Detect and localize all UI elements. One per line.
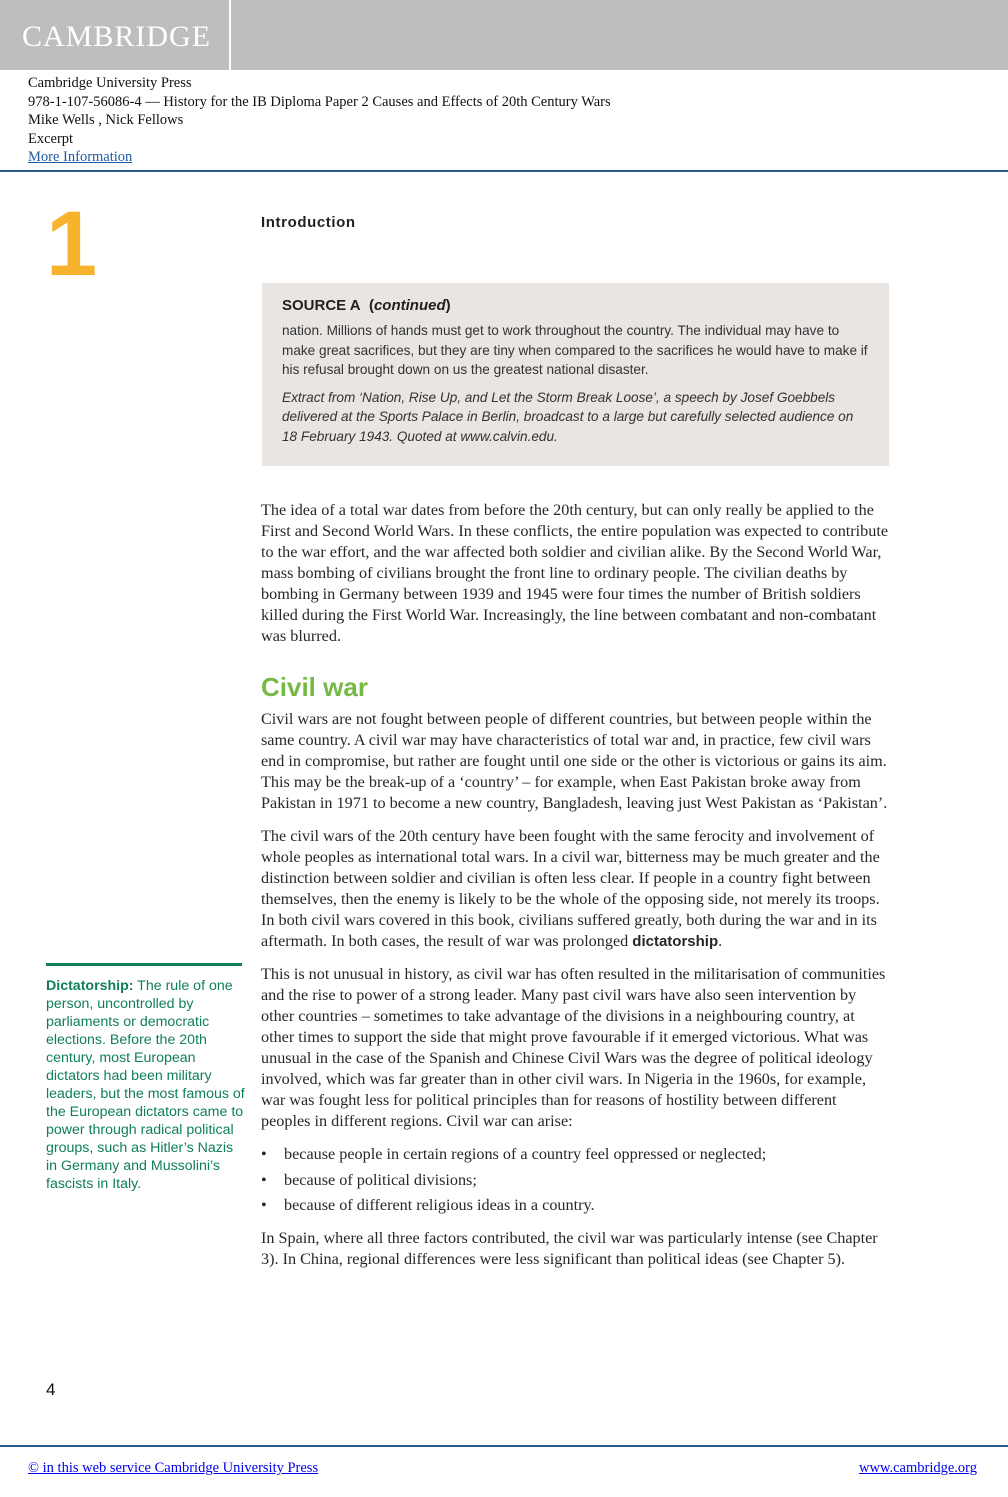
chapter-number: 1 bbox=[46, 193, 98, 295]
page-number: 4 bbox=[46, 1380, 56, 1399]
authors: Mike Wells , Nick Fellows bbox=[28, 112, 184, 128]
civil-war-heading: Civil war bbox=[261, 672, 368, 702]
glossary-term: Dictatorship: bbox=[46, 978, 134, 994]
civil-war-body bbox=[261, 709, 889, 1282]
excerpt-label: Excerpt bbox=[28, 130, 74, 147]
list-item: • because of political divisions; bbox=[261, 1170, 889, 1191]
source-box bbox=[262, 283, 889, 466]
source-text: nation. Millions of hands must get to work throughout the country. The individual may have to make great sacrifices, but they are tiny when compared to the sacrifices he would have to make if his refusal brought down on us the greatest national disaster. bbox=[282, 323, 868, 377]
header-banner bbox=[0, 0, 1008, 70]
sidebar-rule bbox=[46, 963, 242, 966]
glossary-note bbox=[46, 977, 246, 1193]
dictatorship-term: dictatorship bbox=[632, 933, 719, 950]
cambridge-website-link[interactable]: www.cambridge.org bbox=[859, 1460, 977, 1476]
copyright-link[interactable]: © in this web service Cambridge University Press bbox=[28, 1460, 319, 1476]
causes-list bbox=[261, 1144, 889, 1216]
banner-divider bbox=[229, 0, 231, 70]
section-label: Introduction bbox=[261, 214, 356, 231]
civil-war-paragraph-1: Civil wars are not fought between people of different countries, but between people within the same country. A civil war may have characteristics of total war and, in practice, few civil wars end in compromise, but rather are fought until one side or the other is victorious or gains its aim. This may be the break-up of a ‘country’ – for example, when East Pakistan broke away from Pakistan in 1971 to become a new country, Bangladesh, leaving just West Pakistan as ‘Pakistan’. bbox=[261, 710, 888, 812]
list-item: • because people in certain regions of a country feel oppressed or neglected; bbox=[261, 1144, 889, 1165]
civil-war-paragraph-3: This is not unusual in history, as civil war has often resulted in the militarisation of communities and the rise to power of a strong leader. Many past civil wars have also seen intervention by other countries – sometimes to take advantage of the divisions in a neighbouring country, at other times to support the side that might prove favourable if it emerged victorious. What was unusual in the case of the Spanish and Chinese Civil Wars was the degree of political ideology involved, which was far greater than in other civil wars. In Nigeria in the 1960s, for example, war was fought less for political principles than for reasons of hostility between different peoples in different regions. Civil war can arise: bbox=[261, 965, 886, 1130]
glossary-definition: The rule of one person, uncontrolled by parliaments or democratic elections. Before the 20th century, most European dictators had been military leaders, but the most famous of the European dictators came to power through radical political groups, such as Hitler’s Nazis in Germany and Mussolini’s fascists in Italy. bbox=[46, 978, 245, 1192]
footer-rule bbox=[0, 1445, 1008, 1447]
book-metadata bbox=[28, 74, 611, 167]
civil-war-paragraph-2: The civil wars of the 20th century have been fought with the same ferocity and involvement of whole peoples as international total wars. In a civil war, bitterness may be much greater and the distinction between soldier and civilian is often less clear. If people in a country fight between themselves, then the enemy is likely to be the whole of the opposing side, not merely its troops. In both civil wars covered in this book, civilians suffered greatly, both during the war and in its aftermath. In both cases, the result of war was prolonged dictatorship. bbox=[261, 827, 880, 950]
source-title: SOURCE A (continued) bbox=[282, 297, 451, 314]
isbn-title: 978-1-107-56086-4 — History for the IB Diploma Paper 2 Causes and Effects of 20th Century Wars bbox=[28, 93, 611, 110]
header-rule bbox=[0, 170, 1008, 172]
total-war-paragraph: The idea of a total war dates from before the 20th century, but can only really be applied to the First and Second World Wars. In these conflicts, the entire population was expected to contribute to the war effort, and the war affected both soldier and civilian alike. By the Second World War, mass bombing of civilians brought the front line to ordinary people. The civilian deaths by bombing in Germany between 1939 and 1945 were four times the number of British soldiers killed during the First World War. Increasingly, the line between combatant and non-combatant was blurred. bbox=[261, 501, 889, 645]
cambridge-logo[interactable]: CAMBRIDGE bbox=[22, 20, 212, 53]
publisher-name: Cambridge University Press bbox=[28, 75, 192, 91]
more-information-link[interactable]: More Information bbox=[28, 149, 133, 165]
list-item: • because of different religious ideas in a country. bbox=[261, 1195, 889, 1216]
civil-war-paragraph-4: In Spain, where all three factors contributed, the civil war was particularly intense (see Chapter 3). In China, regional differences were less significant than political ideas (see Chapter 5). bbox=[261, 1229, 878, 1268]
source-citation: Extract from ‘Nation, Rise Up, and Let the Storm Break Loose’, a speech by Josef Goebbels delivered at the Sports Palace in Berlin, broadcast to a large but carefully selected audience on 18 February 1943. Quoted at www.calvin.edu. bbox=[282, 389, 854, 444]
